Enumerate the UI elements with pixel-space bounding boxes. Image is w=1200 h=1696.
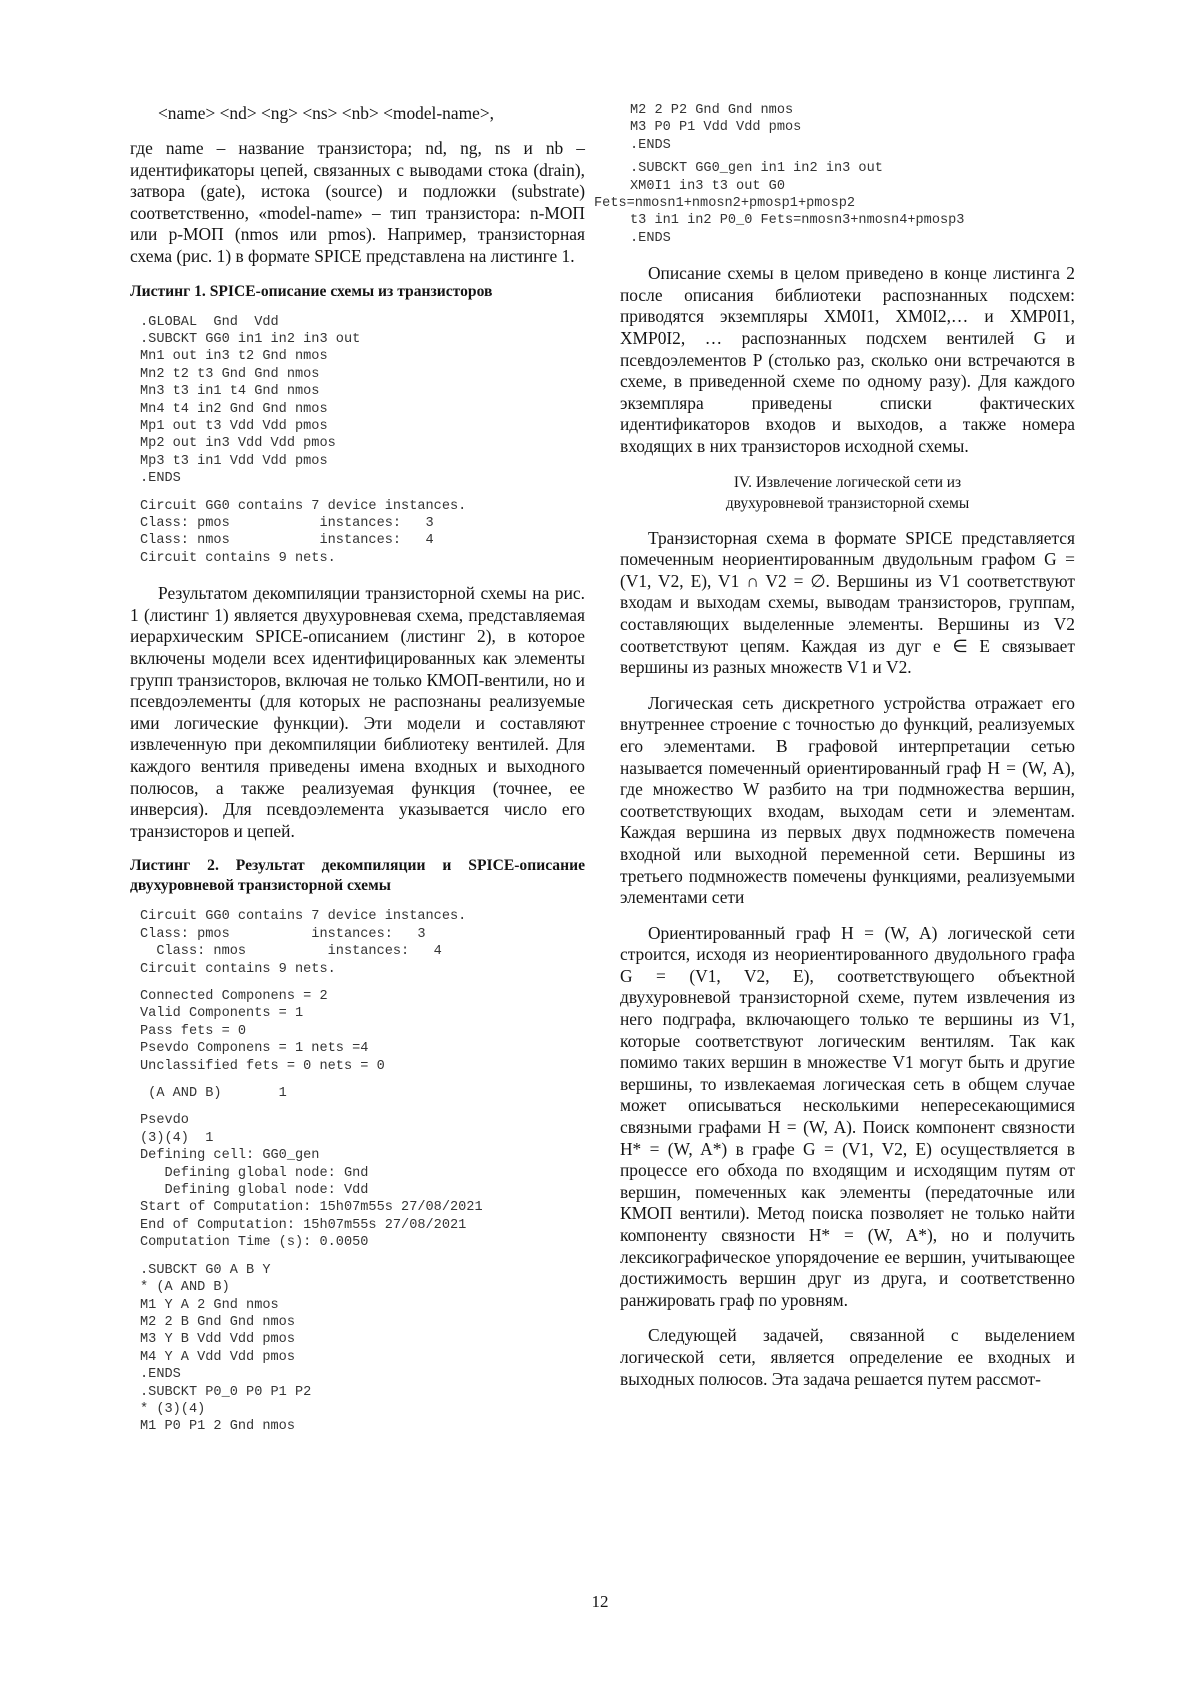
listing-2-fets-line: Fets=nmosn1+nmosn2+pmosp1+pmosp2: [594, 196, 856, 212]
listing-1-code: .GLOBAL Gnd Vdd .SUBCKT GG0 in1 in2 in3 out Mn1 out in3 t2 Gnd nmos Mn2 t2 t3 Gnd Gnd nmos Mn3 t3 in1 t4 Gnd nmos Mn4 t4 in2 Gnd Gnd nmos Mp1 out t3 Vdd Vdd pmos Mp2 out in3 Vdd Vdd pmos Mp3 t3 in1 Vdd Vdd pmos .ENDS: [140, 314, 361, 487]
listing-2-circuit-stats: Circuit GG0 contains 7 device instances. Class: pmos instances: 3 Class: nmos instances: 4 Circuit contains 9 nets.: [140, 909, 467, 977]
paragraph-oriented-graph: Ориентированный граф H = (W, A) логической сети строится, исходя из неориентированного двудольного графа G = (V1, V2, E), соответствующего объектной двухуровневой транзисторной схеме, путем извлечения из него подграфа, включающего только те вершины из V1, которые соответствуют логическим вентилям. Так как помимо таких вершин в множестве V1 могут быть и другие вершины, то извлекаемая логическая сеть в общем случае может описываться несколькими непересекающимися связными графами H = (W, A). Поиск компонент связности H* = (W, A*) в графе G = (V1, V2, E) осуществляется в процессе его обхода по входящим и исходящим путям от вершин, помеченных как элементы (передаточные или КМОП вентили). Метод поиска позволяет не только найти компоненту связности H* = (W, A*), но и получить лексикографическое упорядочение ее вершин, учитывающее достижимость вершин друг из друга, и соответственно ранжировать граф по уровням.: [620, 922, 1075, 1310]
listing-1-stats: Circuit GG0 contains 7 device instances. Class: pmos instances: 3 Class: nmos instances: 4 Circuit contains 9 nets.: [140, 498, 467, 566]
listing-2-components: Connected Componens = 2 Valid Components = 1 Pass fets = 0 Psevdo Componens = 1 nets =4 Unclassified fets = 0 nets = 0: [140, 989, 385, 1074]
right-column: [594, 102, 1075, 1404]
paragraph-next-task: Следующей задачей, связанной с выделением логической сети, является определение ее входных и выходных полюсов. Эта задача решается путем рассмот-: [620, 1325, 1075, 1389]
listing-2-gg0-gen-head: .SUBCKT GG0_gen in1 in2 in3 out XM0I1 in3 t3 out G0: [630, 161, 883, 194]
paragraph-bipartite-graph: Транзисторная схема в формате SPICE представляется помеченным неориентированным двудольным графом G = (V1, V2, E), V1 ∩ V2 = ∅. Вершины из V1 соответствуют входам и выходам схемы, выводам транзисторов, группам, составляющих выделенные элементы. Вершины из V2 соответствуют цепям. Каждая из дуг e ∈ E связывает вершины из разных множеств V1 и V2.: [620, 527, 1075, 678]
section-heading: [620, 472, 1075, 514]
transistor-format-formula: <name> <nd> <ng> <ns> <nb> <model-name>,: [158, 103, 494, 123]
listing-2-continued-code: M2 2 P2 Gnd Gnd nmos M3 P0 P1 Vdd Vdd pmos .ENDS: [630, 103, 802, 153]
listing-2-caption: Листинг 2. Результат декомпиляции и SPICE-описание двухуровневой транзисторной схемы: [130, 857, 585, 895]
listing-2-function: (A AND B) 1: [140, 1086, 287, 1102]
paragraph-decompilation-result: Результатом декомпиляции транзисторной схемы на рис. 1 (листинг 1) является двухуровневая схема, представляемая иерархическим SPICE-описанием (листинг 2), в которое включены модели всех идентифицированных как элементы групп транзисторов, включая не только КМОП-вентили, но и псевдоэлементы (для которых не распознаны реализуемые ими логические функции). Эти модели и составляют извлеченную при декомпиляции библиотеку вентилей. Для каждого вентиля приведены имена входных и выходного полюсов, а также реализуемая функция (точнее, ее инверсия). Для псевдоэлемента указывается число его транзисторов и цепей.: [130, 583, 585, 841]
section-heading-line-2: двухуровневой транзисторной схемы: [725, 494, 970, 512]
listing-1-caption: Листинг 1. SPICE-описание схемы из транзисторов: [130, 282, 493, 300]
section-heading-line-1: IV. Извлечение логической сети из: [733, 473, 962, 491]
page-number: 12: [591, 1592, 609, 1611]
paragraph-logic-network: Логическая сеть дискретного устройства отражает его внутреннее строение с точностью до функций, реализуемых его элементами. В графовой интерпретации сетью называется помеченный ориентированный граф H = (W, A), где множество W разбито на три подмножества вершин, соответствующих входам, выходам сети и элементам. Каждая вершина из первых двух подмножеств помечена входной или выходной переменной сети. Вершины из третьего подмножеств помечены функциями, реализуемыми элементами сети: [620, 692, 1075, 908]
paragraph-circuit-description: Описание схемы в целом приведено в конце листинга 2 после описания библиотеки распознанных подсхем: приводятся экземпляры XM0I1, XM0I2,… и XMP0I1, XMP0I2, … распознанных подсхем вентилей G и псевдоэлементов P (столько раз, сколько они встречаются в схеме, в приведенной схеме по одному разу). Для каждого экземпляра приведены списки фактических идентификаторов входов и выходов, а также номера входящих в них транзисторов исходной схемы.: [620, 263, 1075, 456]
listing-2-gg0-gen-tail: t3 in1 in2 P0_0 Fets=nmosn3+nmosn4+pmosp3 .ENDS: [630, 213, 965, 246]
paragraph-transistor-fields: где name – название транзистора; nd, ng, ns и nb – идентификаторы цепей, связанных с выводами стока (drain), затвора (gate), истока (source) и подложки (substrate) соответственно, «model-name» – тип транзистора: n-МОП или p-МОП (nmos или pmos). Например, транзисторная схема (рис. 1) в формате SPICE представлена на листинге 1.: [130, 138, 585, 266]
listing-2-subckt-models: .SUBCKT G0 A B Y * (A AND B) M1 Y A 2 Gnd nmos M2 2 B Gnd Gnd nmos M3 Y B Vdd Vdd pmos M4 Y A Vdd Vdd pmos .ENDS .SUBCKT P0_0 P0 P1 P2 * (3)(4) M1 P0 P1 2 Gnd nmos: [140, 1262, 312, 1435]
left-column: [130, 102, 585, 1446]
listing-2-computation: Psevdo (3)(4) 1 Defining cell: GG0_gen Defining global node: Gnd Defining global node: Vdd Start of Computation: 15h07m55s 27/08/2021 End of Computation: 15h07m55s 27/08/2021 Computation Time (s): 0.0050: [140, 1113, 483, 1251]
